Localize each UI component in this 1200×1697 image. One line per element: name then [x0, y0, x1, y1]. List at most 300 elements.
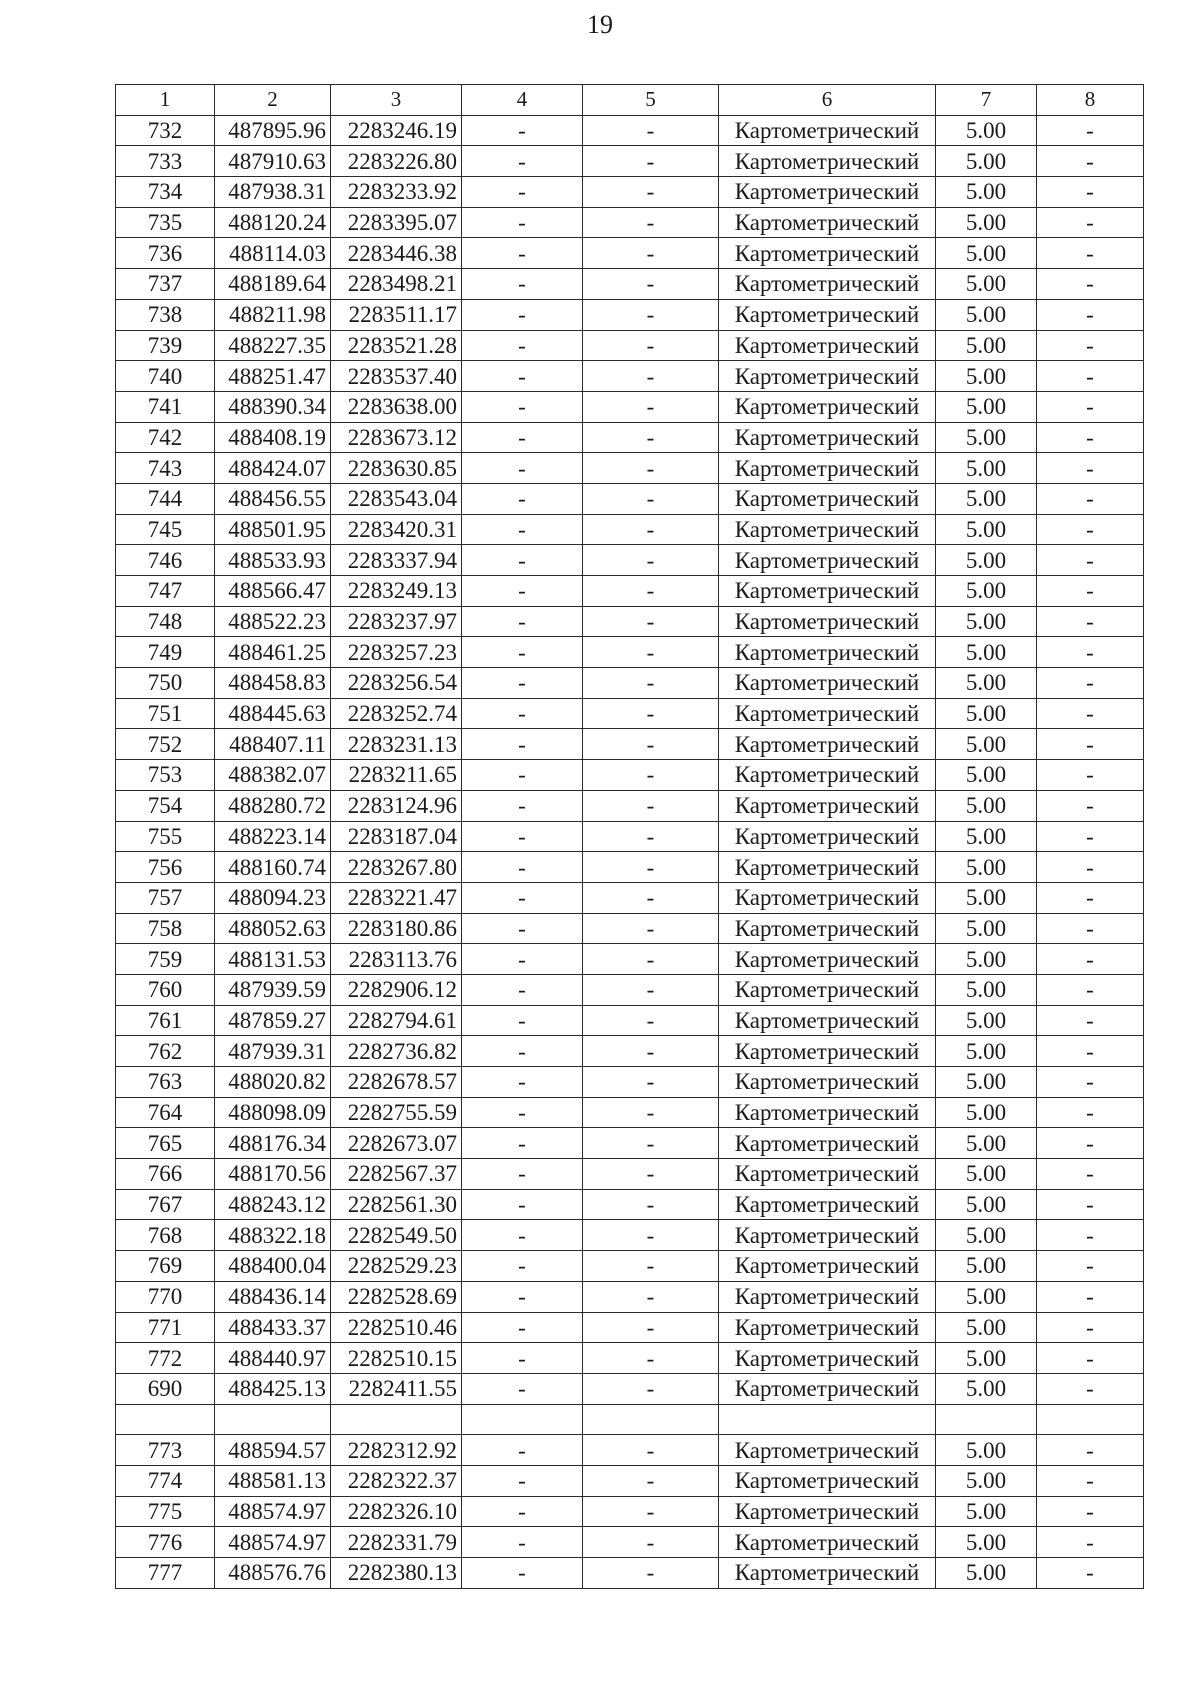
table-row [116, 422, 1144, 453]
point-number-cell: 738 [116, 299, 215, 330]
table-row [116, 913, 1144, 944]
y-coordinate-cell: 2282510.15 [331, 1343, 462, 1374]
point-number-cell: 744 [116, 483, 215, 514]
y-coordinate-cell: 2282510.46 [331, 1312, 462, 1343]
accuracy-cell: 5.00 [936, 1067, 1037, 1098]
table-row [116, 668, 1144, 699]
y-coordinate-cell: 2282549.50 [331, 1220, 462, 1251]
x-coordinate-cell: 488098.09 [215, 1097, 331, 1128]
column-5-cell: - [583, 729, 719, 760]
y-coordinate-cell: 2283420.31 [331, 514, 462, 545]
y-coordinate-cell: 2283237.97 [331, 606, 462, 637]
x-coordinate-cell: 488400.04 [215, 1251, 331, 1282]
y-coordinate-cell: 2283256.54 [331, 668, 462, 699]
method-cell: Картометрический [719, 1312, 936, 1343]
point-number-cell: 768 [116, 1220, 215, 1251]
accuracy-cell: 5.00 [936, 1005, 1037, 1036]
column-5-cell: - [583, 514, 719, 545]
y-coordinate-cell: 2282322.37 [331, 1465, 462, 1496]
point-number-cell: 776 [116, 1527, 215, 1558]
column-4-cell: - [462, 1036, 583, 1067]
column-5-cell: - [583, 177, 719, 208]
column-4-cell: - [462, 760, 583, 791]
column-5-cell: - [583, 1220, 719, 1251]
point-number-cell: 735 [116, 207, 215, 238]
table-row [116, 1097, 1144, 1128]
accuracy-cell: 5.00 [936, 974, 1037, 1005]
x-coordinate-cell: 488461.25 [215, 637, 331, 668]
table-row [116, 1036, 1144, 1067]
table-row [116, 1465, 1144, 1496]
table-row [116, 974, 1144, 1005]
accuracy-cell: 5.00 [936, 238, 1037, 269]
method-cell: Картометрический [719, 1159, 936, 1190]
method-cell: Картометрический [719, 453, 936, 484]
accuracy-cell [936, 1404, 1037, 1435]
column-5-cell: - [583, 852, 719, 883]
table-row [116, 606, 1144, 637]
point-number-cell: 758 [116, 913, 215, 944]
table-body [116, 85, 1144, 1589]
x-coordinate-cell: 487895.96 [215, 115, 331, 146]
accuracy-cell: 5.00 [936, 1251, 1037, 1282]
method-cell: Картометрический [719, 974, 936, 1005]
y-coordinate-cell: 2283267.80 [331, 852, 462, 883]
column-4-cell: - [462, 483, 583, 514]
y-coordinate-cell: 2283543.04 [331, 483, 462, 514]
x-coordinate-cell: 488445.63 [215, 698, 331, 729]
x-coordinate-cell: 488433.37 [215, 1312, 331, 1343]
column-8-cell: - [1037, 1558, 1144, 1589]
column-4-cell: - [462, 1343, 583, 1374]
table-row [116, 637, 1144, 668]
accuracy-cell: 5.00 [936, 1159, 1037, 1190]
x-coordinate-cell: 488501.95 [215, 514, 331, 545]
table-row [116, 1281, 1144, 1312]
table-row [116, 238, 1144, 269]
accuracy-cell: 5.00 [936, 391, 1037, 422]
y-coordinate-cell: 2283638.00 [331, 391, 462, 422]
point-number-cell: 736 [116, 238, 215, 269]
y-coordinate-cell: 2283446.38 [331, 238, 462, 269]
column-5-cell: - [583, 1312, 719, 1343]
table-row [116, 1159, 1144, 1190]
y-coordinate-cell: 2283337.94 [331, 545, 462, 576]
column-8-cell: - [1037, 361, 1144, 392]
column-8-cell: - [1037, 391, 1144, 422]
x-coordinate-cell: 488280.72 [215, 790, 331, 821]
column-4-cell: - [462, 545, 583, 576]
point-number-cell: 777 [116, 1558, 215, 1589]
column-5-cell: - [583, 269, 719, 300]
column-8-cell: - [1037, 606, 1144, 637]
method-cell: Картометрический [719, 882, 936, 913]
x-coordinate-cell: 488243.12 [215, 1189, 331, 1220]
table-row [116, 1220, 1144, 1251]
point-number-cell: 771 [116, 1312, 215, 1343]
y-coordinate-cell: 2283113.76 [331, 944, 462, 975]
accuracy-cell: 5.00 [936, 1097, 1037, 1128]
column-8-cell: - [1037, 177, 1144, 208]
method-cell: Картометрический [719, 698, 936, 729]
y-coordinate-cell: 2283537.40 [331, 361, 462, 392]
y-coordinate-cell [331, 1404, 462, 1435]
column-4-cell: - [462, 1220, 583, 1251]
method-cell: Картометрический [719, 1005, 936, 1036]
x-coordinate-cell: 488440.97 [215, 1343, 331, 1374]
method-cell: Картометрический [719, 1527, 936, 1558]
column-4-cell: - [462, 1251, 583, 1282]
point-number-cell: 745 [116, 514, 215, 545]
x-coordinate-cell: 488322.18 [215, 1220, 331, 1251]
column-4-cell: - [462, 606, 583, 637]
column-5-cell: - [583, 1005, 719, 1036]
point-number-cell: 775 [116, 1496, 215, 1527]
column-8-cell: - [1037, 207, 1144, 238]
column-4-cell: - [462, 391, 583, 422]
method-cell: Картометрический [719, 668, 936, 699]
column-5-cell: - [583, 1527, 719, 1558]
point-number-cell: 747 [116, 576, 215, 607]
accuracy-cell: 5.00 [936, 1527, 1037, 1558]
point-number-cell: 750 [116, 668, 215, 699]
column-4-cell: - [462, 1097, 583, 1128]
y-coordinate-cell: 2282906.12 [331, 974, 462, 1005]
method-cell: Картометрический [719, 913, 936, 944]
x-coordinate-cell: 488408.19 [215, 422, 331, 453]
column-8-cell: - [1037, 913, 1144, 944]
column-4-cell: - [462, 1435, 583, 1466]
table-row [116, 698, 1144, 729]
table-row [116, 453, 1144, 484]
method-cell: Картометрический [719, 238, 936, 269]
x-coordinate-cell: 488522.23 [215, 606, 331, 637]
point-number-cell: 748 [116, 606, 215, 637]
column-4-cell: - [462, 974, 583, 1005]
table-row [116, 1435, 1144, 1466]
accuracy-cell: 5.00 [936, 514, 1037, 545]
column-8-cell: - [1037, 514, 1144, 545]
y-coordinate-cell: 2283630.85 [331, 453, 462, 484]
column-5-cell: - [583, 1036, 719, 1067]
column-4-cell [462, 1404, 583, 1435]
accuracy-cell: 5.00 [936, 821, 1037, 852]
column-header-1: 1 [116, 85, 215, 116]
method-cell: Картометрический [719, 330, 936, 361]
column-4-cell: - [462, 1312, 583, 1343]
accuracy-cell: 5.00 [936, 606, 1037, 637]
point-number-cell: 741 [116, 391, 215, 422]
x-coordinate-cell: 488574.97 [215, 1527, 331, 1558]
table-row [116, 1005, 1144, 1036]
column-4-cell: - [462, 453, 583, 484]
table-row [116, 1128, 1144, 1159]
accuracy-cell: 5.00 [936, 1281, 1037, 1312]
table-row [116, 852, 1144, 883]
column-4-cell: - [462, 1527, 583, 1558]
column-5-cell: - [583, 207, 719, 238]
method-cell: Картометрический [719, 1435, 936, 1466]
column-5-cell: - [583, 944, 719, 975]
method-cell: Картометрический [719, 361, 936, 392]
column-8-cell: - [1037, 1159, 1144, 1190]
column-4-cell: - [462, 177, 583, 208]
y-coordinate-cell: 2282561.30 [331, 1189, 462, 1220]
table-row [116, 1496, 1144, 1527]
column-5-cell: - [583, 453, 719, 484]
table-row [116, 1558, 1144, 1589]
x-coordinate-cell: 488176.34 [215, 1128, 331, 1159]
x-coordinate-cell: 488251.47 [215, 361, 331, 392]
method-cell: Картометрический [719, 115, 936, 146]
column-5-cell: - [583, 1343, 719, 1374]
column-8-cell: - [1037, 1220, 1144, 1251]
point-number-cell: 749 [116, 637, 215, 668]
column-8-cell: - [1037, 1496, 1144, 1527]
y-coordinate-cell: 2283180.86 [331, 913, 462, 944]
column-5-cell: - [583, 1496, 719, 1527]
table-row [116, 1343, 1144, 1374]
column-8-cell: - [1037, 760, 1144, 791]
column-8-cell: - [1037, 698, 1144, 729]
table-row [116, 1527, 1144, 1558]
table-row [116, 361, 1144, 392]
method-cell: Картометрический [719, 1251, 936, 1282]
accuracy-cell: 5.00 [936, 1435, 1037, 1466]
accuracy-cell: 5.00 [936, 852, 1037, 883]
y-coordinate-cell: 2282529.23 [331, 1251, 462, 1282]
column-5-cell: - [583, 576, 719, 607]
column-5-cell: - [583, 637, 719, 668]
method-cell: Картометрический [719, 760, 936, 791]
column-5-cell: - [583, 1373, 719, 1404]
column-8-cell: - [1037, 1097, 1144, 1128]
y-coordinate-cell: 2282331.79 [331, 1527, 462, 1558]
column-5-cell: - [583, 821, 719, 852]
column-8-cell [1037, 1404, 1144, 1435]
x-coordinate-cell: 488211.98 [215, 299, 331, 330]
accuracy-cell: 5.00 [936, 1312, 1037, 1343]
x-coordinate-cell: 488094.23 [215, 882, 331, 913]
method-cell: Картометрический [719, 545, 936, 576]
y-coordinate-cell: 2283249.13 [331, 576, 462, 607]
column-4-cell: - [462, 1281, 583, 1312]
point-number-cell: 690 [116, 1373, 215, 1404]
table-row [116, 1067, 1144, 1098]
method-cell: Картометрический [719, 790, 936, 821]
accuracy-cell: 5.00 [936, 698, 1037, 729]
point-number-cell: 759 [116, 944, 215, 975]
column-header-3: 3 [331, 85, 462, 116]
x-coordinate-cell: 488574.97 [215, 1496, 331, 1527]
accuracy-cell: 5.00 [936, 453, 1037, 484]
method-cell: Картометрический [719, 1067, 936, 1098]
column-8-cell: - [1037, 146, 1144, 177]
column-8-cell: - [1037, 115, 1144, 146]
y-coordinate-cell: 2282794.61 [331, 1005, 462, 1036]
table-row [116, 545, 1144, 576]
method-cell: Картометрический [719, 944, 936, 975]
x-coordinate-cell: 487939.31 [215, 1036, 331, 1067]
column-8-cell: - [1037, 1005, 1144, 1036]
point-number-cell: 756 [116, 852, 215, 883]
column-4-cell: - [462, 1465, 583, 1496]
method-cell: Картометрический [719, 514, 936, 545]
column-4-cell: - [462, 637, 583, 668]
accuracy-cell: 5.00 [936, 269, 1037, 300]
column-4-cell: - [462, 668, 583, 699]
method-cell: Картометрический [719, 269, 936, 300]
column-8-cell: - [1037, 299, 1144, 330]
point-number-cell: 773 [116, 1435, 215, 1466]
column-4-cell: - [462, 1159, 583, 1190]
method-cell: Картометрический [719, 821, 936, 852]
method-cell: Картометрический [719, 299, 936, 330]
column-4-cell: - [462, 1496, 583, 1527]
column-header-4: 4 [462, 85, 583, 116]
y-coordinate-cell: 2282411.55 [331, 1373, 462, 1404]
table-row [116, 790, 1144, 821]
column-5-cell [583, 1404, 719, 1435]
column-4-cell: - [462, 852, 583, 883]
x-coordinate-cell: 488382.07 [215, 760, 331, 791]
point-number-cell: 772 [116, 1343, 215, 1374]
method-cell: Картометрический [719, 146, 936, 177]
method-cell: Картометрический [719, 852, 936, 883]
y-coordinate-cell: 2283498.21 [331, 269, 462, 300]
method-cell: Картометрический [719, 606, 936, 637]
point-number-cell: 753 [116, 760, 215, 791]
x-coordinate-cell: 488425.13 [215, 1373, 331, 1404]
column-8-cell: - [1037, 790, 1144, 821]
point-number-cell: 733 [116, 146, 215, 177]
table-row [116, 299, 1144, 330]
column-8-cell: - [1037, 545, 1144, 576]
column-5-cell: - [583, 1067, 719, 1098]
accuracy-cell: 5.00 [936, 1496, 1037, 1527]
column-4-cell: - [462, 299, 583, 330]
accuracy-cell: 5.00 [936, 146, 1037, 177]
column-4-cell: - [462, 790, 583, 821]
table-row [116, 1312, 1144, 1343]
method-cell: Картометрический [719, 1036, 936, 1067]
table-row [116, 1373, 1144, 1404]
accuracy-cell: 5.00 [936, 422, 1037, 453]
method-cell: Картометрический [719, 729, 936, 760]
column-8-cell: - [1037, 1343, 1144, 1374]
column-8-cell: - [1037, 453, 1144, 484]
column-8-cell: - [1037, 729, 1144, 760]
table-row [116, 1251, 1144, 1282]
table-row [116, 177, 1144, 208]
coordinates-table [115, 84, 1144, 1589]
column-8-cell: - [1037, 1527, 1144, 1558]
point-number-cell: 755 [116, 821, 215, 852]
point-number-cell: 742 [116, 422, 215, 453]
column-5-cell: - [583, 483, 719, 514]
point-number-cell: 761 [116, 1005, 215, 1036]
column-8-cell: - [1037, 330, 1144, 361]
column-5-cell: - [583, 760, 719, 791]
table-row [116, 821, 1144, 852]
point-number-cell: 740 [116, 361, 215, 392]
column-8-cell: - [1037, 1067, 1144, 1098]
column-4-cell: - [462, 1373, 583, 1404]
column-4-cell: - [462, 269, 583, 300]
accuracy-cell: 5.00 [936, 483, 1037, 514]
column-4-cell: - [462, 146, 583, 177]
accuracy-cell: 5.00 [936, 207, 1037, 238]
column-5-cell: - [583, 606, 719, 637]
accuracy-cell: 5.00 [936, 729, 1037, 760]
x-coordinate-cell: 488581.13 [215, 1465, 331, 1496]
table-row [116, 514, 1144, 545]
y-coordinate-cell: 2283211.65 [331, 760, 462, 791]
column-8-cell: - [1037, 238, 1144, 269]
y-coordinate-cell: 2282736.82 [331, 1036, 462, 1067]
point-number-cell: 769 [116, 1251, 215, 1282]
x-coordinate-cell: 488052.63 [215, 913, 331, 944]
column-header-2: 2 [215, 85, 331, 116]
column-4-cell: - [462, 1067, 583, 1098]
method-cell: Картометрический [719, 1373, 936, 1404]
accuracy-cell: 5.00 [936, 790, 1037, 821]
table-row [116, 391, 1144, 422]
column-5-cell: - [583, 361, 719, 392]
accuracy-cell: 5.00 [936, 882, 1037, 913]
table-row [116, 330, 1144, 361]
point-number-cell: 762 [116, 1036, 215, 1067]
point-number-cell: 739 [116, 330, 215, 361]
x-coordinate-cell: 488594.57 [215, 1435, 331, 1466]
method-cell: Картометрический [719, 1496, 936, 1527]
accuracy-cell: 5.00 [936, 330, 1037, 361]
column-5-cell: - [583, 1189, 719, 1220]
column-8-cell: - [1037, 1036, 1144, 1067]
column-8-cell: - [1037, 882, 1144, 913]
column-8-cell: - [1037, 1312, 1144, 1343]
table-row [116, 483, 1144, 514]
accuracy-cell: 5.00 [936, 1220, 1037, 1251]
column-8-cell: - [1037, 1435, 1144, 1466]
method-cell: Картометрический [719, 177, 936, 208]
x-coordinate-cell [215, 1404, 331, 1435]
x-coordinate-cell: 488456.55 [215, 483, 331, 514]
column-5-cell: - [583, 974, 719, 1005]
column-5-cell: - [583, 330, 719, 361]
column-5-cell: - [583, 422, 719, 453]
point-number-cell: 757 [116, 882, 215, 913]
accuracy-cell: 5.00 [936, 361, 1037, 392]
column-5-cell: - [583, 1281, 719, 1312]
column-4-cell: - [462, 115, 583, 146]
column-8-cell: - [1037, 1128, 1144, 1159]
x-coordinate-cell: 487939.59 [215, 974, 331, 1005]
y-coordinate-cell: 2282678.57 [331, 1067, 462, 1098]
column-4-cell: - [462, 576, 583, 607]
column-5-cell: - [583, 882, 719, 913]
x-coordinate-cell: 488576.76 [215, 1558, 331, 1589]
column-4-cell: - [462, 821, 583, 852]
accuracy-cell: 5.00 [936, 1036, 1037, 1067]
column-header-6: 6 [719, 85, 936, 116]
column-8-cell: - [1037, 974, 1144, 1005]
x-coordinate-cell: 488407.11 [215, 729, 331, 760]
y-coordinate-cell: 2283521.28 [331, 330, 462, 361]
column-8-cell: - [1037, 1373, 1144, 1404]
column-5-cell: - [583, 391, 719, 422]
point-number-cell: 766 [116, 1159, 215, 1190]
